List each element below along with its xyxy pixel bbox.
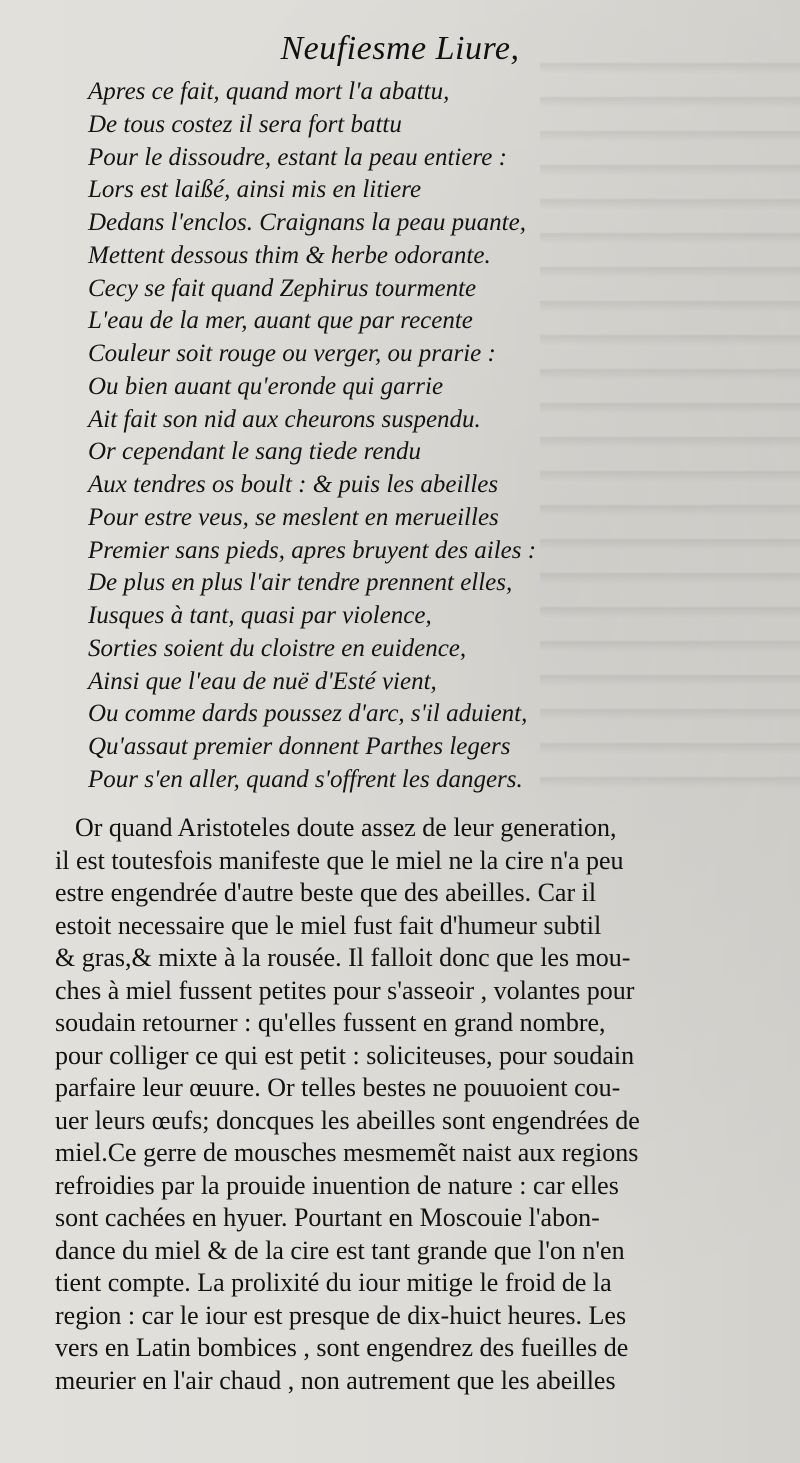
prose-line: uer leurs œufs; doncques les abeilles sont engendrées de (55, 1105, 640, 1135)
prose-paragraph (55, 812, 640, 1397)
verse-line: Mettent dessous thim & herbe odorante. (88, 241, 491, 269)
verse-line: Pour le dissoudre, estant la peau entiere : (88, 143, 507, 171)
verse-line: L'eau de la mer, auant que par recente (88, 307, 473, 335)
prose-line: & gras,& mixte à la rousée. Il falloit donc que les mou- (55, 943, 631, 972)
prose-line: sont cachées en hyuer. Pourtant en Moscouie l'abon- (55, 1203, 600, 1232)
verse-line: Apres ce fait, quand mort l'a abattu, (88, 78, 450, 105)
prose-line: meurier en l'air chaud , non autrement que les abeilles (55, 1365, 616, 1395)
verse-line: Or cependant le sang tiede rendu (88, 438, 422, 466)
verse-line: Aux tendres os boult : & puis les abeilles (88, 471, 499, 498)
verse-block (88, 76, 536, 797)
prose-line: refroidies par la prouide inuention de nature : car elles (55, 1170, 619, 1200)
prose-line: il est toutesfois manifeste que le miel ne la cire n'a peu (55, 845, 624, 875)
prose-line: soudain retourner : qu'elles fussent en grand nombre, (55, 1008, 606, 1037)
verse-line: Dedans l'enclos. Craignans la peau puante, (88, 209, 526, 236)
verse-line: De plus en plus l'air tendre prennent elles, (88, 569, 513, 597)
verse-line: De tous costez il sera fort battu (88, 110, 402, 138)
prose-line: pour colliger ce qui est petit : soliciteuses, pour soudain (55, 1040, 635, 1070)
show-through-text (540, 40, 800, 800)
prose-line: region : car le iour est presque de dix-huict heures. Les (55, 1300, 627, 1330)
verse-line: Pour estre veus, se meslent en merueilles (88, 503, 499, 531)
prose-line: vers en Latin bombices , sont engendrez des fueilles de (55, 1333, 629, 1362)
verse-line: Pour s'en aller, quand s'offrent les dangers. (88, 765, 523, 793)
prose-line: dance du miel & de la cire est tant grande que l'on n'en (55, 1235, 625, 1265)
verse-line: Ainsi que l'eau de nuë d'Esté vient, (88, 667, 437, 695)
prose-line: ches à miel fussent petites pour s'asseoir , volantes pour (55, 975, 635, 1005)
verse-line: Ou bien auant qu'eronde qui garrie (88, 372, 444, 400)
prose-line: tient compte. La prolixité du iour mitige le froid de la (55, 1268, 612, 1297)
verse-line: Cecy se fait quand Zephirus tourmente (88, 274, 477, 302)
prose-line: miel.Ce gerre de mousches mesmemẽt naist aux regions (55, 1138, 639, 1167)
verse-line: Premier sans pieds, apres bruyent des ailes : (88, 536, 537, 564)
prose-line: estre engendrée d'autre beste que des abeilles. Car il (55, 878, 597, 907)
verse-line: Qu'assaut premier donnent Parthes legers (88, 733, 511, 760)
verse-line: Ou comme dards poussez d'arc, s'il aduient, (88, 700, 528, 728)
verse-line: Sorties soient du cloistre en euidence, (88, 634, 467, 662)
prose-line: parfaire leur œuure. Or telles bestes ne pouuoient cou- (55, 1073, 621, 1102)
verse-line: Couleur soit rouge ou verger, ou prarie : (88, 340, 496, 367)
verse-line: Ait fait son nid aux cheurons suspendu. (88, 405, 481, 433)
running-head: Neufiesme Liure, (280, 30, 520, 67)
verse-line: Iusques à tant, quasi par violence, (88, 602, 432, 629)
prose-line: estoit necessaire que le miel fust fait d'humeur subtil (55, 910, 602, 940)
verse-line: Lors est laißé, ainsi mis en litiere (88, 176, 422, 204)
prose-line: Or quand Aristoteles doute assez de leur generation, (75, 813, 617, 842)
